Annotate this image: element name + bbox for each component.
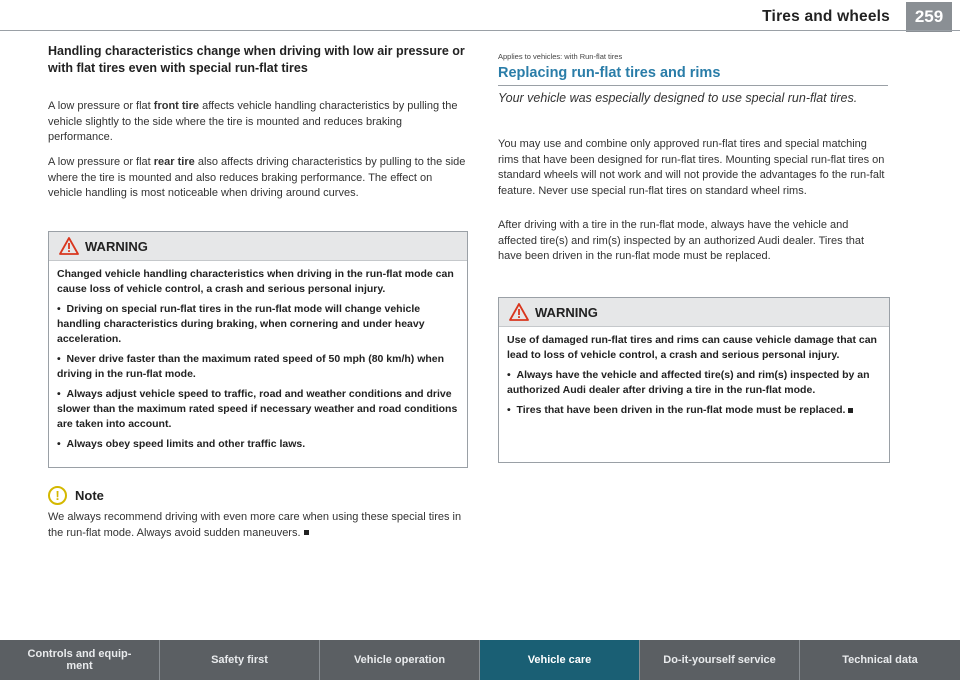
end-mark xyxy=(848,408,853,413)
warning-triangle-icon xyxy=(59,237,79,255)
end-mark xyxy=(304,530,309,535)
warning-bullet: • Driving on special run-flat tires in the run-flat mode will change vehicle handling characteristics during braking, when cornering and under heavy acceleration. xyxy=(57,303,425,345)
warning-triangle-icon xyxy=(509,303,529,321)
nav-tab-safety[interactable]: Safety first xyxy=(160,640,320,680)
section-title: Replacing run-flat tires and rims xyxy=(498,65,721,81)
note-text: We always recommend driving with even more care when using these special tires in the run-flat mode. Always avoid sudden maneuvers. xyxy=(48,511,462,539)
applies-to-label: Applies to vehicles: with Run-flat tires xyxy=(498,52,623,61)
section-divider xyxy=(498,85,888,86)
warning-lead: Changed vehicle handling characteristics when driving in the run-flat mode can cause loss of vehicle control, a crash and serious personal injury. xyxy=(57,268,454,295)
note-icon: ! xyxy=(48,486,67,505)
warning-title: WARNING xyxy=(535,304,598,320)
bottom-nav xyxy=(0,640,960,680)
intro-text: Your vehicle was especially designed to use special run-flat tires. xyxy=(498,91,858,105)
warning-body xyxy=(499,327,889,424)
left-heading: Handling characteristics change when driving with low air pressure or with flat tires even with special run-flat tires xyxy=(48,44,465,75)
front-tire-term: front tire xyxy=(153,100,200,112)
warning-bullet: • Always have the vehicle and affected tire(s) and rim(s) inspected by an authorized Audi dealer after driving a tire in the run-flat mode. xyxy=(507,369,870,396)
warning-header xyxy=(499,298,889,327)
warning-box-right xyxy=(498,297,890,463)
warning-header xyxy=(49,232,467,261)
warning-body xyxy=(49,261,467,458)
warning-bullet: • Always adjust vehicle speed to traffic, road and weather conditions and drive slower than the maximum rated speed if necessary weather and road conditions are taken into account. xyxy=(57,388,458,430)
nav-tab-controls[interactable]: Controls and equip- ment xyxy=(0,640,160,680)
warning-box-left xyxy=(48,231,468,468)
warning-bullet: • Tires that have been driven in the run-flat mode must be replaced. xyxy=(507,403,881,418)
nav-tab-vehicle-care[interactable]: Vehicle care xyxy=(480,640,640,680)
nav-tab-technical-data[interactable]: Technical data xyxy=(800,640,960,680)
header-title: Tires and wheels xyxy=(762,8,890,25)
right-paragraph-1: You may use and combine only approved run-flat tires and special matching rims that have been designed for run-flat tires. Mounting special run-flat tires on standard wheels will not work and will not provide the advantages fo the run-falt feature. Never use special run-flat tires on standard wheel rims. xyxy=(498,138,885,197)
header-divider xyxy=(0,30,960,31)
note-title: Note xyxy=(75,488,104,503)
left-paragraph-1: A low pressure or flat front tire affects vehicle handling characteristics by pulling the vehicle slightly to the side where the tire is mounted and reduces braking performance. xyxy=(48,100,458,143)
warning-bullet: • Always obey speed limits and other traffic laws. xyxy=(57,438,306,450)
nav-tab-vehicle-operation[interactable]: Vehicle operation xyxy=(320,640,480,680)
right-paragraph-2: After driving with a tire in the run-flat mode, always have the vehicle and affected tire(s) and rim(s) inspected by an authorized Audi dealer. Tires that have been driven in the run-flat mode must be replaced. xyxy=(498,219,865,262)
warning-lead: Use of damaged run-flat tires and rims can cause vehicle damage that can lead to loss of vehicle control, a crash and serious personal injury. xyxy=(507,334,877,361)
note-header xyxy=(48,486,104,505)
warning-bullet: • Never drive faster than the maximum rated speed of 50 mph (80 km/h) when driving in the run-flat mode. xyxy=(57,353,445,380)
nav-tab-diy-service[interactable]: Do-it-yourself service xyxy=(640,640,800,680)
left-paragraph-2: A low pressure or flat rear tire also affects driving characteristics by pulling to the side where the tire is mounted and also reduces braking performance. The effect on vehicle handling is most noticeable when driving around curves. xyxy=(48,156,466,199)
rear-tire-term: rear tire xyxy=(153,156,195,168)
page-number: 259 xyxy=(906,2,952,32)
warning-title: WARNING xyxy=(85,238,148,254)
